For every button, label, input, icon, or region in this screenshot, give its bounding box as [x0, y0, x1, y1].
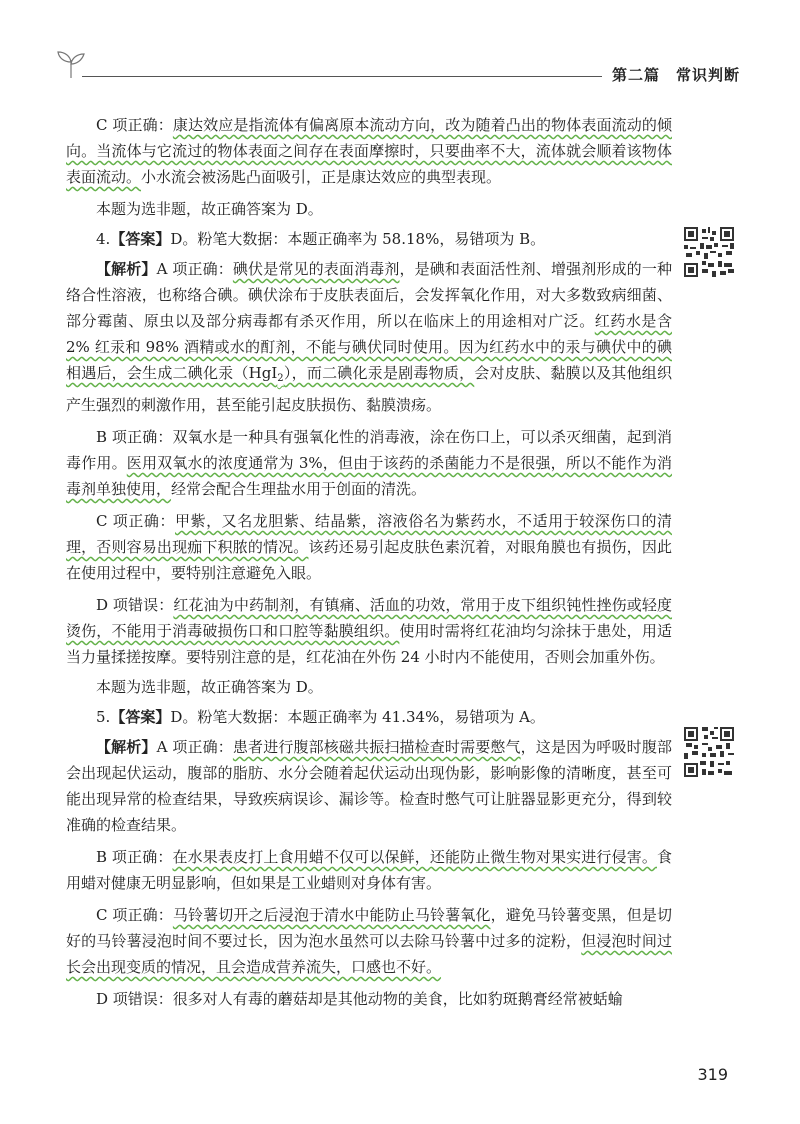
- subscript: 2: [277, 373, 284, 384]
- text: 小水流会被汤匙凸面吸引，正是康达效应的典型表现。: [141, 168, 502, 186]
- highlighted-text: 患者进行腹部核磁共振扫描检查时需要憋气: [232, 738, 521, 756]
- highlighted-text: 在水果表皮打上食用蜡不仅可以保鲜，还能防止微生物对果实进行侵害。: [172, 848, 657, 866]
- answer-line: [66, 226, 672, 252]
- header-rule: [82, 76, 602, 77]
- paragraph: [66, 734, 672, 838]
- qr-code-icon: [684, 227, 734, 277]
- paragraph: [66, 674, 672, 700]
- highlighted-text: 红花油为中药制剂，有镇痛、活血的功效，常用于皮下组织钝性挫伤或轻度烫伤，不能用于消毒破损伤口和口腔等黏膜组织。: [66, 596, 673, 640]
- paragraph: [66, 196, 672, 222]
- paragraph: [66, 902, 672, 980]
- highlighted-text: 但浸泡时间过长会出现变质的情况，且会造成营养流失，口感也不好。: [66, 932, 672, 976]
- answer-tag: 【答案】: [110, 230, 171, 248]
- text: 该药还易引起皮肤色素沉着，对眼角膜也有损伤，因此在使用过程中，要特别注意避免入眼。: [66, 538, 672, 582]
- option-label: D 项错误：: [96, 596, 174, 614]
- page-header: [0, 0, 800, 90]
- text: D 项错误：很多对人有毒的蘑菇却是其他动物的美食，比如豹斑鹅膏经常被蛞蝓: [96, 990, 623, 1008]
- option-label: A 项正确：: [156, 260, 233, 278]
- analysis-tag: 【解析】: [96, 260, 157, 278]
- option-label: B 项正确：: [96, 428, 173, 446]
- option-label: C 项正确：: [96, 116, 173, 134]
- option-label: B 项正确：: [96, 848, 173, 866]
- highlighted-text: 马铃薯切开之后浸泡于清水中能防止马铃薯氧化: [172, 906, 491, 924]
- qr-code-icon: [684, 727, 734, 777]
- text: 经常会配合生理盐水用于创面的清洗。: [171, 480, 427, 498]
- paragraph: [66, 112, 672, 190]
- paragraph: [66, 986, 672, 1012]
- option-label: A 项正确：: [156, 738, 233, 756]
- page-content: [66, 112, 672, 1018]
- text: ，避免马铃薯变黑，但是切好的马铃薯浸泡时间不要过长，因为泡水虽然可以去除马铃薯中过多的淀粉，: [66, 906, 672, 950]
- paragraph: [66, 424, 672, 502]
- analysis-tag: 【解析】: [96, 738, 157, 756]
- paragraph: [66, 592, 672, 670]
- text: 使用时需将红花油均匀涂抹于患处，用适当力量揉搓按摩。要特别注意的是，红花油在外伤 24 小时内不能使用，否则会加重外伤。: [66, 622, 672, 666]
- answer-tag: 【答案】: [110, 708, 171, 726]
- highlighted-text: 红药水是含 2% 红汞和 98% 酒精或水的酊剂，不能与碘伏同时使用。因为红药水中的汞与碘伏中的碘相遇后，会生成二碘化汞（HgI: [66, 312, 672, 382]
- highlighted-text: ），而二碘化汞是剧毒物质，: [283, 364, 475, 382]
- paragraph: [66, 844, 672, 896]
- text: ，是碘和表面活性剂、增强剂形成的一种络合性溶液，也称络合碘。碘伏涂布于皮肤表面后，会发挥氧化作用，对大多数致病细菌、部分霉菌、原虫以及部分病毒都有杀灭作用，所以在临床上的用途相对广泛。: [66, 260, 672, 330]
- text: 双氧水是一种具有强氧化性的消毒液，涂在伤口上，可以杀灭细菌，起到消毒作用。: [66, 428, 672, 472]
- text: 食用蜡对健康无明显影响，但如果是工业蜡则对身体有害。: [66, 848, 672, 892]
- conclusion-text: 本题为选非题，故正确答案为 D。: [96, 200, 323, 218]
- highlighted-text: 碘伏是常见的表面消毒剂: [232, 260, 400, 278]
- answer-text: D。粉笔大数据：本题正确率为 58.18%，易错项为 B。: [170, 230, 546, 248]
- text: 会对皮肤、黏膜以及其他组织产生强烈的刺激作用，甚至能引起皮肤损伤、黏膜溃疡。: [66, 364, 672, 414]
- highlighted-text: 康达效应是指流体有偏离原本流动方向，改为随着凸出的物体表面流动的倾向。当流体与它流过的物体表面之间存在表面摩擦时，只要曲率不大，流体就会顺着该物体表面流动。: [66, 116, 672, 186]
- question-number: 5.: [96, 708, 111, 726]
- highlighted-text: 医用双氧水的浓度通常为 3%，但由于该药的杀菌能力不是很强，所以不能作为消毒剂单独使用，: [66, 454, 672, 498]
- option-label: C 项正确：: [96, 906, 173, 924]
- highlighted-text: 甲紫，又名龙胆紫、结晶紫，溶液俗名为紫药水，不适用于较深伤口的清理，否则容易出现痂下积脓的情况。: [66, 512, 672, 556]
- paragraph: [66, 508, 672, 586]
- question-number: 4.: [96, 230, 111, 248]
- paragraph: [66, 256, 672, 418]
- option-label: C 项正确：: [96, 512, 175, 530]
- section-title: 第二篇 常识判断: [612, 66, 741, 84]
- text: ，这是因为呼吸时腹部会出现起伏运动，腹部的脂肪、水分会随着起伏运动出现伪影，影响影像的清晰度，甚至可能出现异常的检查结果，导致疾病误诊、漏诊等。检查时憋气可让脏器显影更充分，得到较准确的检查结果。: [66, 738, 672, 834]
- answer-text: D。粉笔大数据：本题正确率为 41.34%，易错项为 A。: [170, 708, 545, 726]
- page-number: 319: [697, 1065, 728, 1084]
- conclusion-text: 本题为选非题，故正确答案为 D。: [96, 678, 323, 696]
- answer-line: [66, 704, 672, 730]
